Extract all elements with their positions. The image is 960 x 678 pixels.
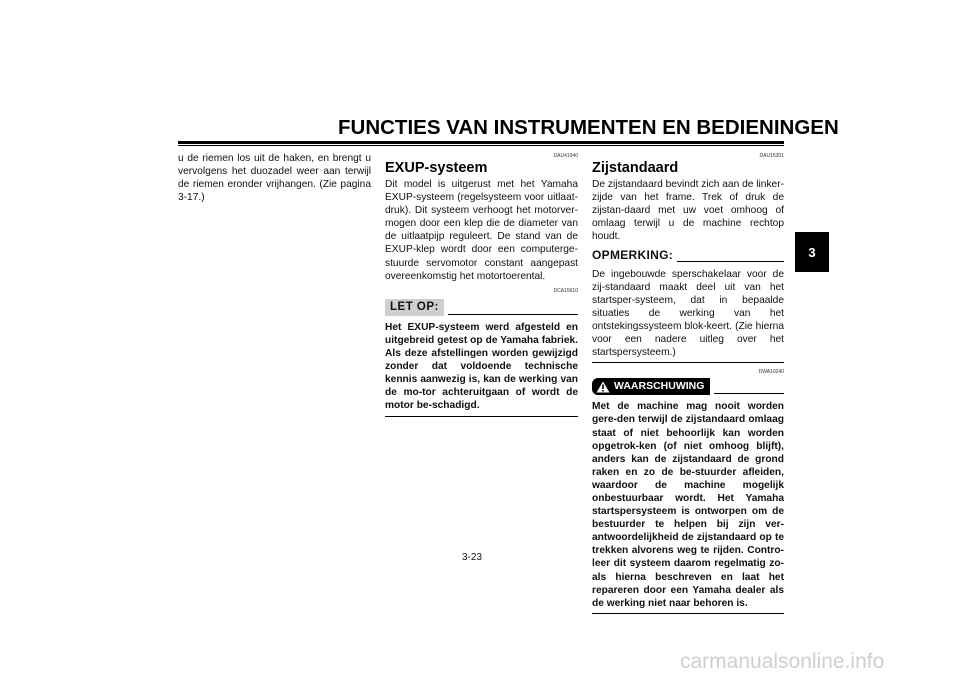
reference-code: DAU41940 <box>553 153 578 159</box>
column-middle <box>385 152 578 417</box>
reference-code: DAU15301 <box>759 153 784 159</box>
section-heading-exup: EXUP-systeem <box>385 160 488 176</box>
chapter-tab: 3 <box>795 232 829 272</box>
warning-end-rule <box>592 613 784 614</box>
paragraph-continuation: u de riemen los uit de haken, en brengt u vervolgens het duozadel weer aan terwijl de riemen eronder vrijhangen. (Zie pagina 3-17.) <box>178 153 371 204</box>
warning-text: Met de machine mag nooit worden gere-den terwijl de zijstandaard omlaag staat of niet behoorlijk kan worden opgetrok-ken (of niet omhoog blijft), anders kan de zijstandaard de grond raken en zo de be-stuurder afleiden, waardoor de machine mogelijk onbestuurbaar wordt. Het Yamaha startspersysteem is ontworpen om de bestuurder te helpen bij zijn ver-antwoordelijkheid de zijstandaard op te trekken alvorens weg te rijden. Contro-leer dit systeem daarom regelmatig zo-als hierna beschreven en laat het repareren door een Yamaha dealer als de werking niet naar behoren is. <box>592 401 784 609</box>
column-left <box>178 152 371 204</box>
exup-body-text: Dit model is uitgerust met het Yamaha EXUP-systeem (regelsysteem voor uitlaat-druk). Dit systeem verhoogt het motorver-mogen door een klep die de diameter van de uitlaatpijp reguleert. De stand van de EXUP-klep wordt door een computerge-stuurde servomotor constant aangepast overeenkomstig het motortoerental. <box>385 179 578 282</box>
header-rule-thin <box>178 145 784 146</box>
caution-end-rule <box>385 416 578 417</box>
header-rule <box>178 141 784 144</box>
caution-header <box>385 299 578 316</box>
reference-code: DCA15610 <box>553 287 578 294</box>
note-header <box>592 249 784 262</box>
note-end-rule <box>592 362 784 363</box>
note-rule <box>677 260 784 262</box>
zijstandaard-body-text: De zijstandaard bevindt zich aan de linker-zijde van het frame. Trek of druk de zijstan-daard met uw voet omhoog of omlaag terwijl u de machine rechtop houdt. <box>592 179 784 243</box>
warning-rule <box>714 392 784 394</box>
note-label: OPMERKING: <box>592 248 673 263</box>
note-text: De ingebouwde sperschakelaar voor de zij-standaard maakt deel uit van het startsper-systeem, dat in bepaalde situaties de werking van het ontstekingssysteem blok-keert. (Zie hierna voor een nadere uitleg over het startspersysteem.) <box>592 268 784 359</box>
warning-label: WAARSCHUWING <box>614 380 705 393</box>
column-right <box>592 152 784 614</box>
caution-rule <box>448 313 578 315</box>
reference-code: DWA10240 <box>758 369 784 376</box>
warning-header <box>592 378 784 395</box>
section-heading-zijstandaard: Zijstandaard <box>592 160 679 176</box>
caution-text: Het EXUP-systeem werd afgesteld en uitgebreid getest op de Yamaha fabriek. Als deze afstellingen worden gewijzigd zonder dat voldoende technische kennis aanwezig is, kan de werking van de mo-tor achteruitgaan of wordt de motor be-schadigd. <box>385 321 578 412</box>
watermark: carmanualsonline.info <box>680 650 885 673</box>
page-number: 3-23 <box>462 552 483 563</box>
caution-label: LET OP: <box>385 299 444 316</box>
warning-badge <box>592 378 710 395</box>
page-header-title: FUNCTIES VAN INSTRUMENTEN EN BEDIENINGEN <box>338 116 839 139</box>
warning-triangle-icon <box>596 381 610 393</box>
